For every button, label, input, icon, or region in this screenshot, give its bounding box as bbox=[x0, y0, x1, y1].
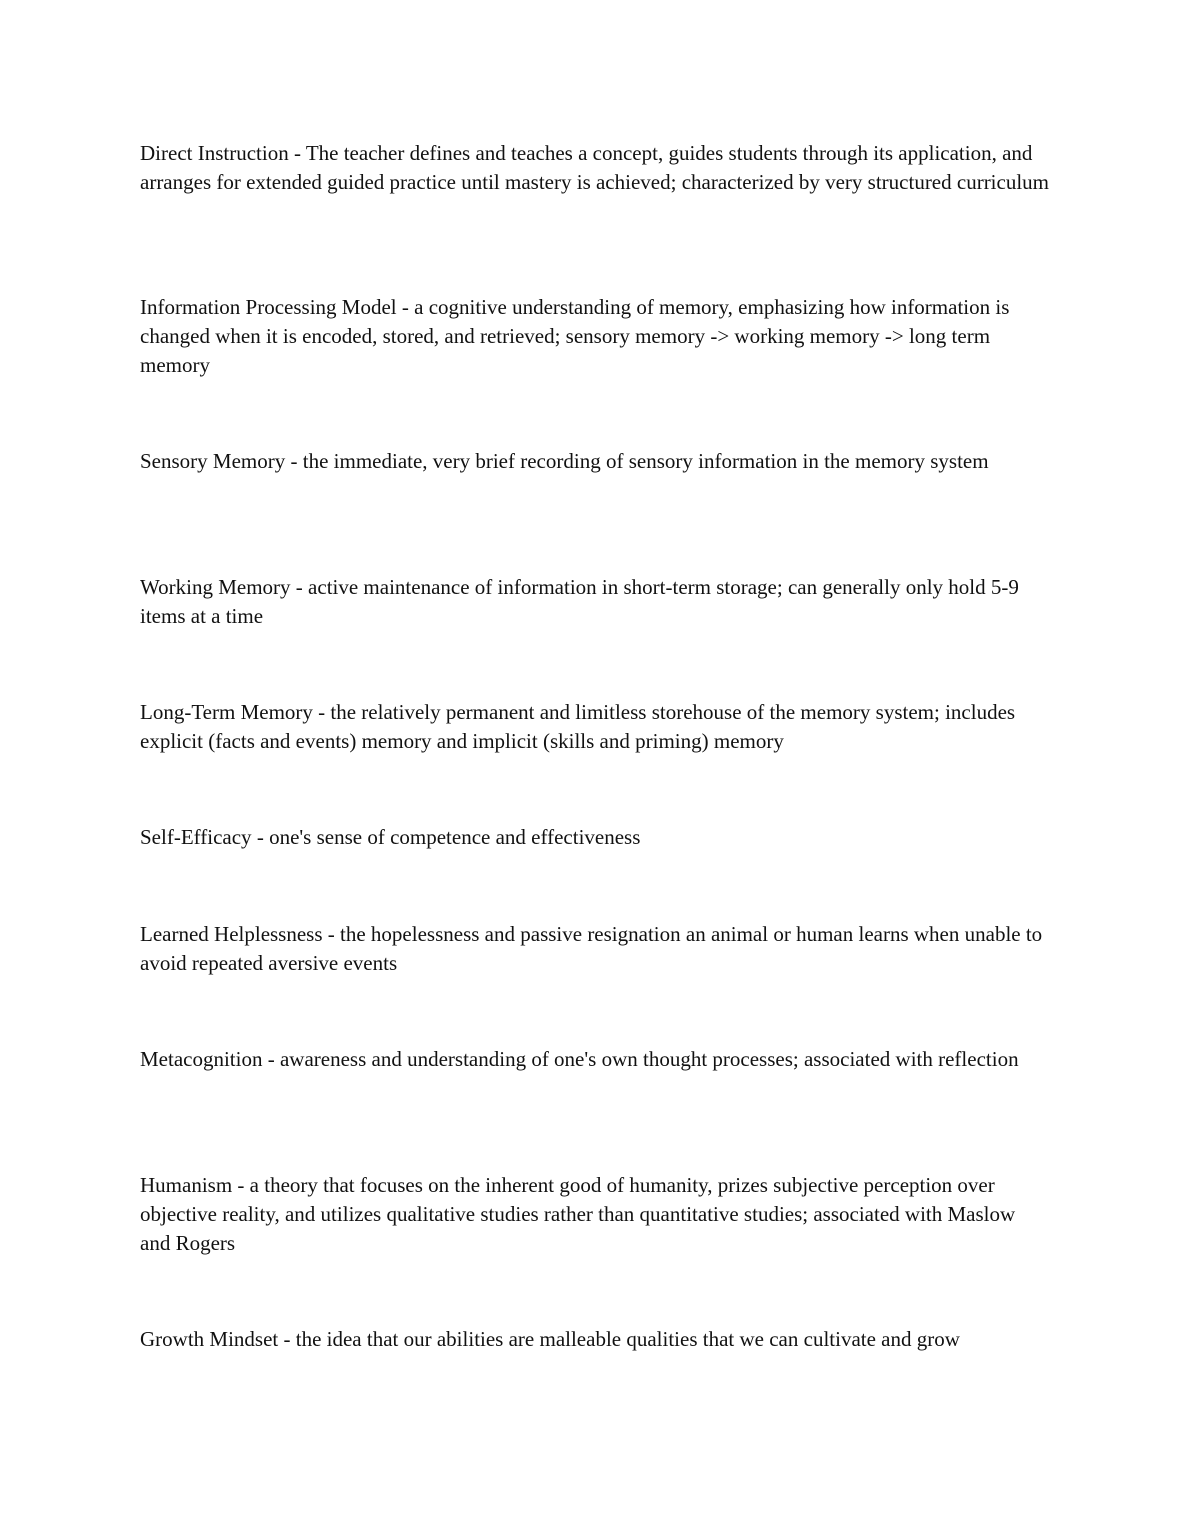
entry-definition: awareness and understanding of one's own thought processes; associated with reflection bbox=[279, 1047, 1019, 1071]
entry-definition: a theory that focuses on the inherent good of humanity, prizes subjective perception over objective reality, and utilizes qualitative studies rather than quantitative studies; associated with Maslow and Rogers bbox=[140, 1173, 1016, 1255]
glossary-entry-metacognition: Metacognition - awareness and understanding of one's own thought processes; associated with reflection bbox=[140, 1047, 1019, 1071]
entry-term: Sensory Memory bbox=[140, 449, 286, 473]
entry-definition: one's sense of competence and effectiveness bbox=[269, 825, 641, 849]
entry-definition: the idea that our abilities are malleable qualities that we can cultivate and grow bbox=[295, 1327, 960, 1351]
glossary-entry-learned-helplessness: Learned Helplessness - the hopelessness and passive resignation an animal or human learns when unable to avoid repeated aversive events bbox=[140, 922, 1043, 975]
entry-term: Direct Instruction bbox=[140, 141, 289, 165]
entry-term: Learned Helplessness bbox=[140, 922, 323, 946]
glossary-entry-long-term-memory: Long-Term Memory - the relatively permanent and limitless storehouse of the memory system; includes explicit (facts and events) memory and implicit (skills and priming) memory bbox=[140, 700, 1016, 753]
entry-term: Information Processing Model bbox=[140, 295, 397, 319]
glossary-entry-working-memory: Working Memory - active maintenance of information in short-term storage; can generally only hold 5-9 items at a time bbox=[140, 575, 1019, 628]
glossary-entry-self-efficacy: Self-Efficacy - one's sense of competence and effectiveness bbox=[140, 825, 641, 849]
glossary-entry-sensory-memory: Sensory Memory - the immediate, very brief recording of sensory information in the memory system bbox=[140, 449, 989, 473]
glossary-entry-growth-mindset: Growth Mindset - the idea that our abilities are malleable qualities that we can cultivate and grow bbox=[140, 1327, 960, 1351]
glossary-entry-information-processing-model: Information Processing Model - a cognitive understanding of memory, emphasizing how information is changed when it is encoded, stored, and retrieved; sensory memory -> working memory -> long term memory bbox=[140, 295, 1010, 377]
entry-term: Humanism bbox=[140, 1173, 233, 1197]
entry-term: Long-Term Memory bbox=[140, 700, 313, 724]
entry-definition: a cognitive understanding of memory, emphasizing how information is changed when it is encoded, stored, and retrieved; sensory memory -> working memory -> long term memory bbox=[140, 295, 1010, 377]
entry-definition: the hopelessness and passive resignation an animal or human learns when unable to avoid repeated aversive events bbox=[140, 922, 1043, 975]
entry-definition: active maintenance of information in short-term storage; can generally only hold 5-9 items at a time bbox=[140, 575, 1019, 628]
glossary-entry-direct-instruction: Direct Instruction - The teacher defines and teaches a concept, guides students through its application, and arranges for extended guided practice until mastery is achieved; characterized by very structured curriculum bbox=[140, 141, 1050, 194]
entry-definition: the immediate, very brief recording of sensory information in the memory system bbox=[302, 449, 989, 473]
entry-term: Growth Mindset bbox=[140, 1327, 279, 1351]
entry-term: Metacognition bbox=[140, 1047, 263, 1071]
entry-definition: The teacher defines and teaches a concept, guides students through its application, and arranges for extended guided practice until mastery is achieved; characterized by very structured curriculum bbox=[140, 141, 1050, 194]
entry-term: Self-Efficacy bbox=[140, 825, 252, 849]
entry-definition: the relatively permanent and limitless storehouse of the memory system; includes explicit (facts and events) memory and implicit (skills and priming) memory bbox=[140, 700, 1016, 753]
entry-term: Working Memory bbox=[140, 575, 291, 599]
glossary-entry-humanism: Humanism - a theory that focuses on the inherent good of humanity, prizes subjective perception over objective reality, and utilizes qualitative studies rather than quantitative studies; associated with Maslow and Rogers bbox=[140, 1173, 1016, 1255]
